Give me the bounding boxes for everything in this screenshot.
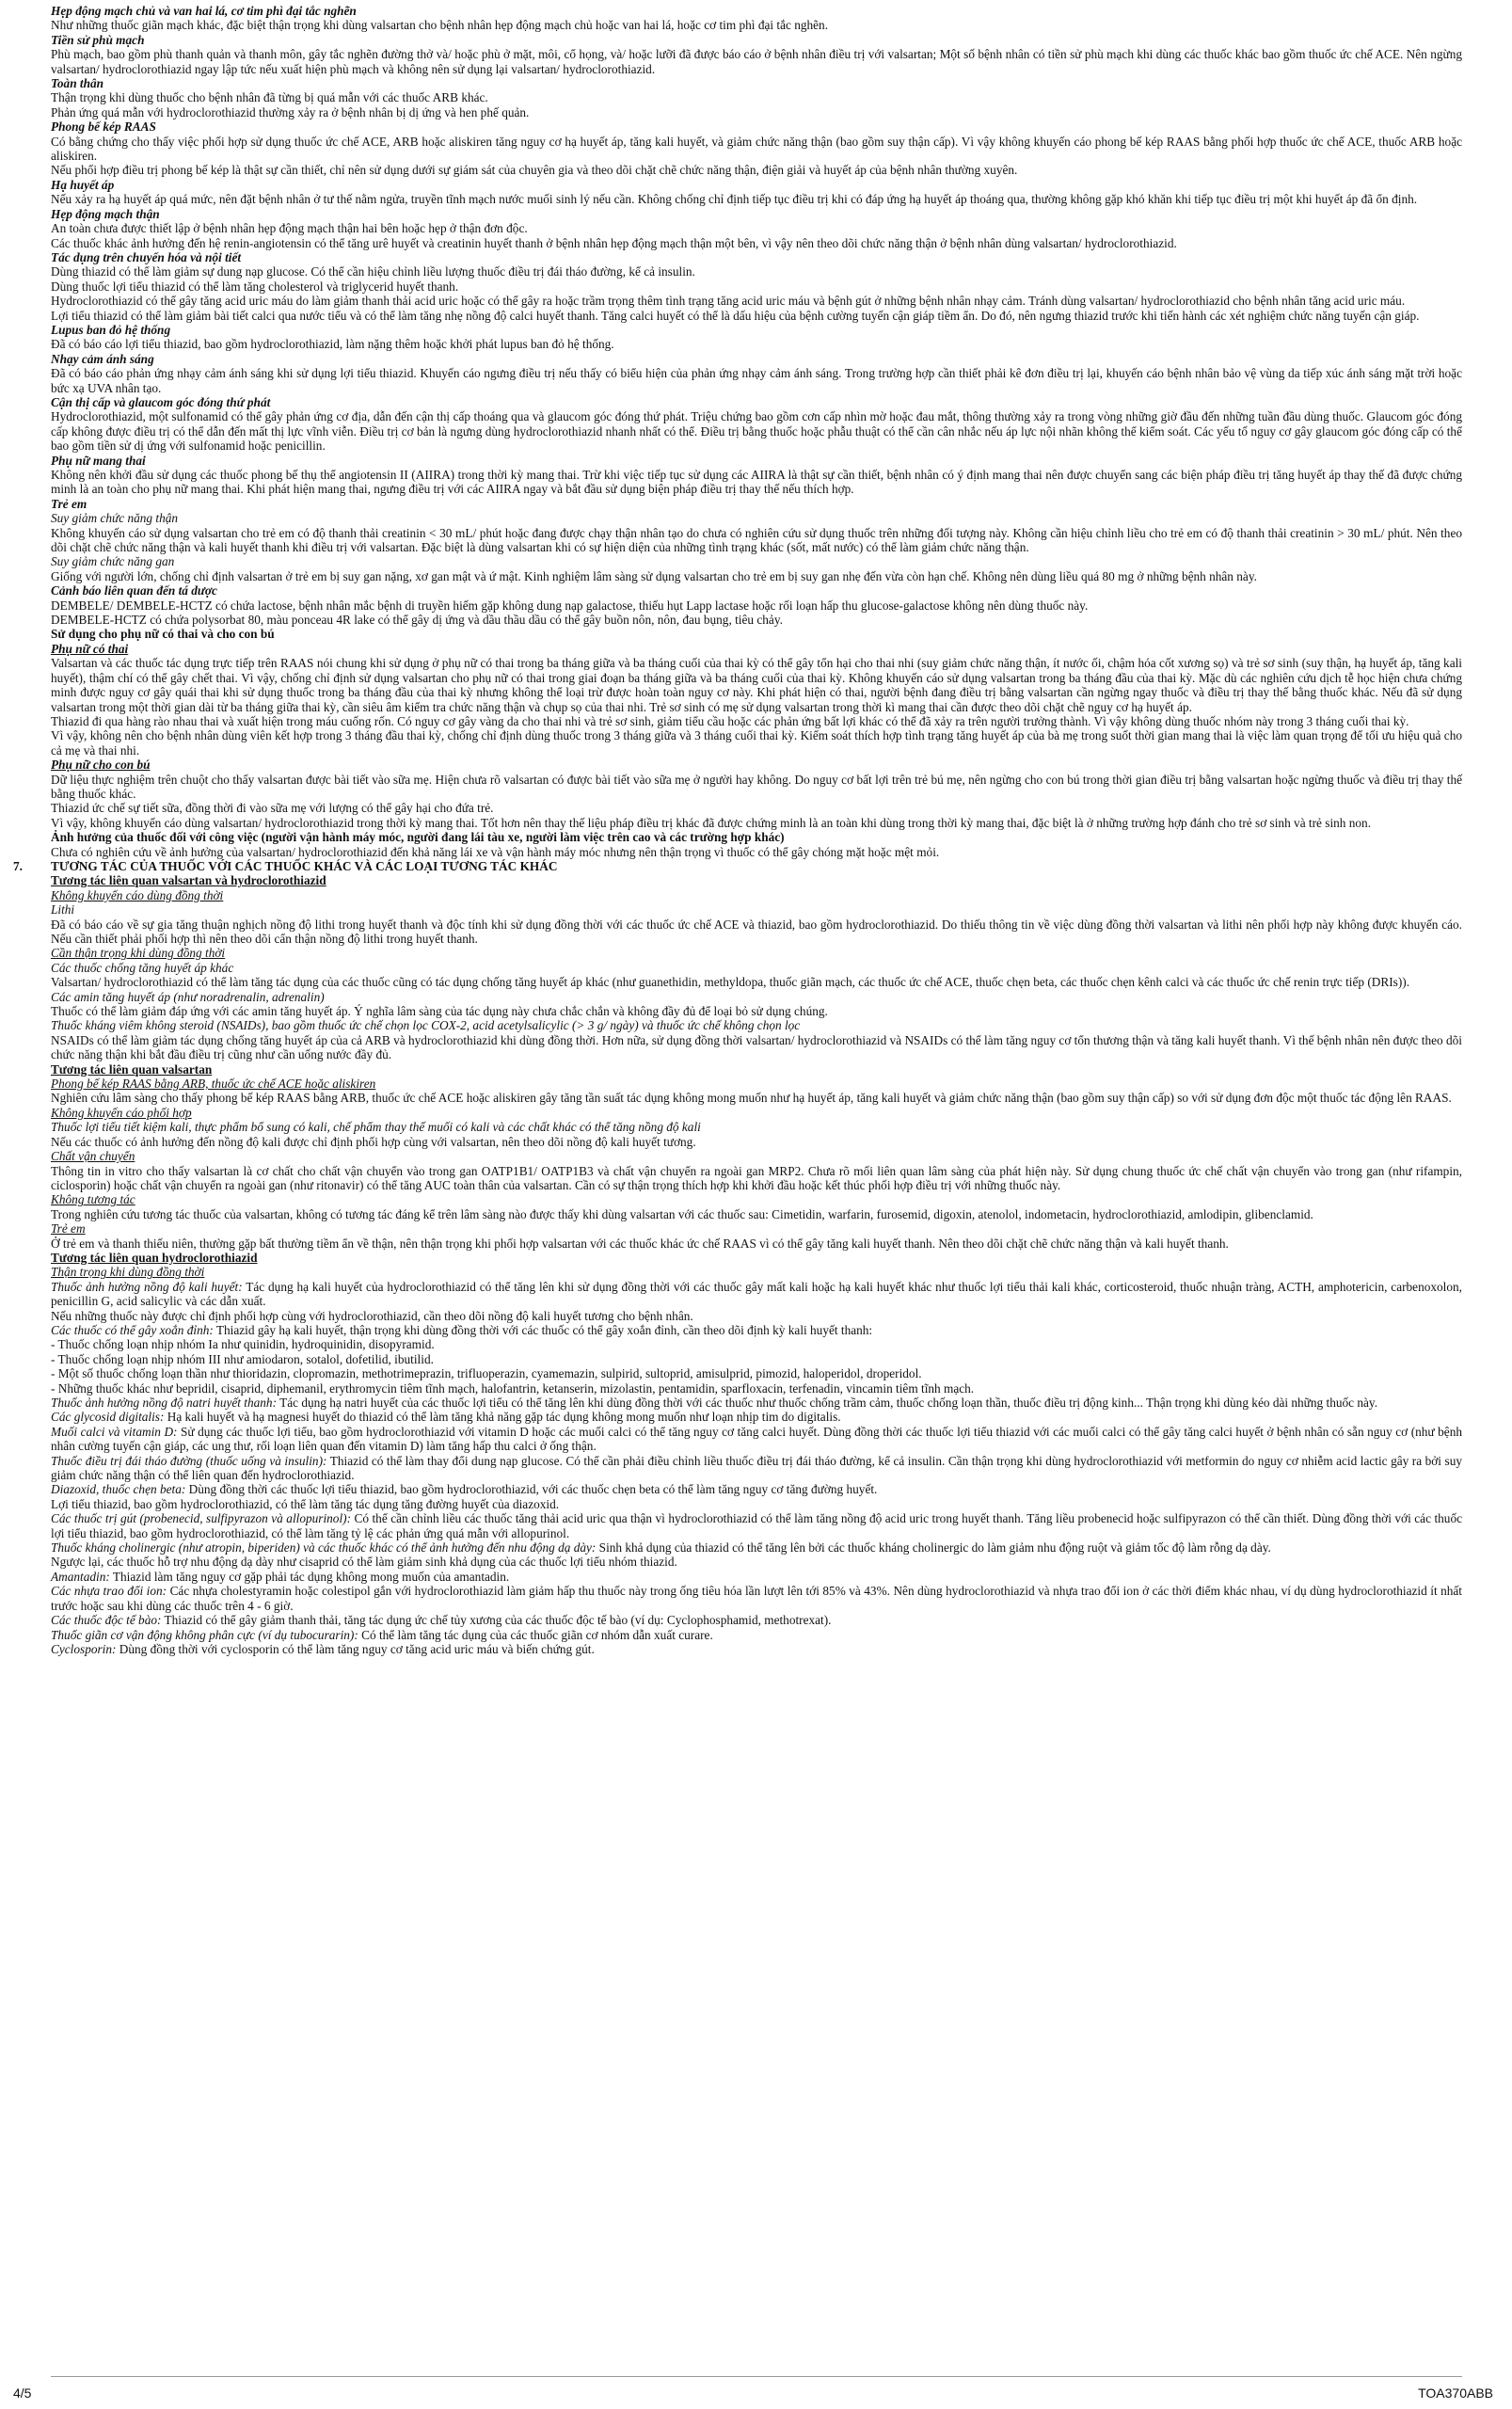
paragraph-lead: Cyclosporin: — [51, 1641, 117, 1656]
section-heading: Hẹp động mạch thận — [51, 206, 160, 221]
list-item: - Một số thuốc chống loạn thần như thioridazin, clopromazin, methotrimeprazin, trifluoperazin, cyamemazin, sulpirid, sultoprid, amisulprid, pimozid, haloperidol, droperidol. — [51, 1366, 922, 1381]
subsection-heading: Suy giảm chức năng gan — [51, 554, 175, 569]
paragraph-lead: Thuốc kháng cholinergic (như atropin, biperiden) và các thuốc khác có thể ảnh hưởng đến nhu động dạ dày: — [51, 1540, 597, 1555]
paragraph-lead: Thuốc ảnh hưởng nồng độ natri huyết thanh: — [51, 1396, 278, 1410]
paragraph-text: Tác dụng hạ natri huyết của các thuốc lợi tiểu có thể tăng lên khi dùng đồng thời với các thuốc như thuốc chống trầm cảm, thuốc chống loạn thần, thuốc điều trị động kinh... Thận trọng khi dùng kéo dài những thuốc này. — [277, 1396, 1378, 1410]
paragraph — [51, 1540, 1462, 1555]
paragraph: Không nên khởi đầu sử dụng các thuốc phong bế thụ thể angiotensin II (AIIRA) trong thời kỳ mang thai. Trừ khi việc tiếp tục sử dụng các AIIRA là thật sự cần thiết, bệnh nhân có ý định mang thai nên được chuyển sang các biện pháp điều trị tăng huyết áp thay thế đã được chứng minh là an toàn cho phụ nữ mang thai. Khi phát hiện mang thai, ngưng điều trị với các AIIRA ngay và bắt đầu sử dụng biện pháp điều trị thay thế nếu thích hợp. — [51, 468, 1462, 497]
subsection-heading: Thuốc kháng viêm không steroid (NSAIDs), bao gồm thuốc ức chế chọn lọc COX-2, acid acetylsalicylic (> 3 g/ ngày) và thuốc ức chế không chọn lọc — [51, 1018, 801, 1033]
paragraph: Nếu các thuốc có ảnh hưởng đến nồng độ kali được chỉ định phối hợp cùng với valsartan, nên theo dõi nồng độ kali huyết tương. — [51, 1134, 696, 1149]
paragraph — [51, 1584, 1462, 1613]
subsection-heading: Lithi — [51, 902, 75, 917]
paragraph — [51, 1613, 1462, 1627]
section-title — [13, 858, 1462, 873]
paragraph: Phù mạch, bao gồm phù thanh quản và thanh môn, gây tắc nghẽn đường thở và/ hoặc phù ở mặt, môi, cổ họng, và/ hoặc lưỡi đã được báo cáo ở bệnh nhân điều trị với valsartan; Một số bệnh nhân có tiền sử phù mạch khi dùng các thuốc khác bao gồm thuốc ức chế ACE. Nên ngừng valsartan/ hydroclorothiazid ngay lập tức nếu xuất hiện phù mạch và không nên sử dụng lại valsartan/ hydroclorothiazid. — [51, 47, 1462, 76]
paragraph-lead: Các thuốc độc tế bào: — [51, 1613, 162, 1628]
paragraph — [51, 1570, 1462, 1584]
paragraph: DEMBELE-HCTZ có chứa polysorbat 80, màu ponceau 4R lake có thể gây dị ứng và dầu thầu dầu có thể gây buồn nôn, nôn, đau bụng, tiêu chảy. — [51, 613, 783, 628]
paragraph: Thận trọng khi dùng thuốc cho bệnh nhân đã từng bị quá mẫn với các thuốc ARB khác. — [51, 90, 488, 105]
paragraph — [51, 1280, 1462, 1309]
paragraph: Vì vậy, không nên cho bệnh nhân dùng viên kết hợp trong 3 tháng đầu thai kỳ, chống chỉ định dùng thuốc trong 3 tháng giữa và 3 tháng cuối thai kỳ. Kiểm soát thích hợp tình trạng tăng huyết áp của bà mẹ trong suốt thời gian mang thai là việc làm quan trọng để tối ưu hiệu quả cho cả mẹ và thai nhi. — [51, 728, 1462, 758]
paragraph-lead: Diazoxid, thuốc chẹn beta: — [51, 1482, 186, 1497]
paragraph-lead: Các thuốc có thể gây xoắn đỉnh: — [51, 1322, 214, 1337]
subsection-heading: Các thuốc chống tăng huyết áp khác — [51, 960, 234, 975]
paragraph — [51, 1482, 1462, 1496]
document-code: TOA370ABB — [1418, 2385, 1493, 2401]
paragraph-text: Thiazid có thể làm thay đổi dung nạp glucose. Có thể cần phải điều chỉnh liều thuốc điều trị đái tháo đường, kể cả insulin. Cần thận trọng khi dùng hydroclorothiazid với metformin do nguy cơ nhiễm acid lactic gây ra bởi suy giảm chức năng thận có thể liên quan đến hydroclorothiazid. — [51, 1453, 1462, 1483]
paragraph: Các thuốc khác ảnh hưởng đến hệ renin-angiotensin có thể tăng urê huyết và creatinin huyết thanh ở bệnh nhân hẹp động mạch thận một bên, vì vậy nên theo dõi chức năng thận ở bệnh nhân dùng valsartan/ hydroclorothiazid. — [51, 235, 1177, 250]
paragraph-text: Các nhựa cholestyramin hoặc colestipol gắn với hydroclorothiazid làm giảm hấp thu thuốc này trong ống tiêu hóa lần lượt lên tới 85% và 43%. Nên dùng hydroclorothiazid và nhựa trao đổi ion ở các thời điểm khác nhau, ví dụ dùng hydroclorothiazid ít nhất trước hoặc sau khi dùng các thuốc trên 4 - 6 giờ. — [51, 1584, 1462, 1613]
paragraph-lead: Các nhựa trao đổi ion: — [51, 1584, 167, 1599]
paragraph-lead: Thuốc ảnh hưởng nồng độ kali huyết: — [51, 1279, 243, 1294]
paragraph: Dữ liệu thực nghiệm trên chuột cho thấy valsartan được bài tiết vào sữa mẹ. Hiện chưa rõ valsartan có được bài tiết vào sữa mẹ ở người hay không. Do nguy cơ bất lợi trên trẻ bú mẹ, nên ngừng cho con bú trong thời gian điều trị bằng valsartan hoặc ngừng thuốc và điều trị thay thế bằng thuốc khác. — [51, 772, 1462, 801]
section-heading: Tiền sử phù mạch — [51, 32, 145, 47]
subsection-heading: Thận trọng khi dùng đồng thời — [51, 1265, 205, 1280]
subsection-heading: Trẻ em — [51, 1221, 86, 1236]
paragraph — [51, 1396, 1462, 1410]
paragraph-text: Tác dụng hạ kali huyết của hydroclorothiazid có thể tăng lên khi sử dụng đồng thời với các thuốc gây mất kali hoặc hạ kali huyết khác như thuốc lợi tiểu thải kali khác, corticosteroid, thuốc nhuận tràng, ACTH, amphotericin, carbenoxolon, penicillin G, acid salicylic và các dẫn xuất. — [51, 1279, 1462, 1309]
subsection-heading: Phong bế kép RAAS bằng ARB, thuốc ức chế ACE hoặc aliskiren — [51, 1077, 376, 1092]
paragraph: Lợi tiểu thiazid, bao gồm hydroclorothiazid, có thể làm tăng tác dụng tăng đường huyết của diazoxid. — [51, 1496, 560, 1511]
section-heading: Nhạy cảm ánh sáng — [51, 351, 154, 366]
subsection-heading: Thuốc lợi tiểu tiết kiệm kali, thực phẩm bổ sung có kali, chế phẩm thay thế muối có kali và các chất khác có thể tăng nồng độ kali — [51, 1120, 701, 1135]
paragraph — [51, 1425, 1462, 1454]
paragraph — [51, 1410, 1462, 1424]
paragraph — [51, 1628, 1462, 1642]
paragraph: Hydroclorothiazid, một sulfonamid có thể gây phản ứng cơ địa, dẫn đến cận thị cấp thoáng qua và glaucom góc đóng thứ phát. Triệu chứng bao gồm cơn cấp nhìn mờ hoặc đau mắt, thông thường xảy ra trong vòng những giờ đầu đến những tuần đầu dùng thuốc. Glaucom góc đóng cấp không được điều trị có thể dẫn đến mất thị lực vĩnh viễn. Điều trị cơ bản là ngưng dùng hydroclorothiazid nhanh nhất có thể. Điều trị bằng thuốc hoặc phẫu thuật có thể cần cân nhắc nếu áp lực nội nhãn không thể kiểm soát. Các yếu tố nguy cơ gây glaucom góc đóng cấp có thể bao gồm tiền sử dị ứng với sulfonamid hoặc penicillin. — [51, 409, 1462, 454]
paragraph-lead: Các glycosid digitalis: — [51, 1410, 165, 1425]
paragraph: Ở trẻ em và thanh thiếu niên, thường gặp bất thường tiềm ẩn về thận, nên thận trọng khi phối hợp valsartan với các thuốc khác ức chế RAAS vì có thể gây tăng kali huyết thanh. Nên theo dõi chặt chẽ chức năng thận và kali huyết thanh. — [51, 1236, 1229, 1251]
paragraph: DEMBELE/ DEMBELE-HCTZ có chứa lactose, bệnh nhân mắc bệnh di truyền hiếm gặp không dung nạp galactose, thiếu hụt Lapp lactase hoặc rối loạn hấp thu glucose-galactose không nên dùng thuốc này. — [51, 598, 1089, 613]
subsection-heading: Suy giảm chức năng thận — [51, 511, 179, 526]
paragraph-lead: Amantadin: — [51, 1569, 110, 1584]
paragraph-text: Sinh khả dụng của thiazid có thể tăng lên bởi các thuốc kháng cholinergic do làm giảm nhu động ruột và giảm tốc độ làm rỗng dạ dày. — [596, 1540, 1271, 1555]
paragraph — [51, 1511, 1462, 1540]
subsection-heading: Chất vận chuyển — [51, 1149, 135, 1164]
paragraph-text: Thiazid có thể gây giảm thanh thải, tăng tác dụng ức chế tủy xương của các thuốc độc tế bào (ví dụ: Cyclophosphamid, methotrexat). — [161, 1613, 832, 1628]
paragraph: Nghiên cứu lâm sàng cho thấy phong bế kép RAAS bằng ARB, thuốc ức chế ACE hoặc aliskiren gây tăng tần suất tác dụng không mong muốn như hạ huyết áp, tăng kali huyết và giảm chức năng thận (bao gồm suy thận cấp) so với sử dụng đơn độc một thuốc tác động lên RAAS. — [51, 1091, 1452, 1106]
section-heading: Lupus ban đỏ hệ thống — [51, 322, 171, 337]
paragraph-lead: Thuốc điều trị đái tháo đường (thuốc uống và insulin): — [51, 1453, 327, 1468]
paragraph: Đã có báo cáo lợi tiểu thiazid, bao gồm hydroclorothiazid, làm nặng thêm hoặc khởi phát lupus ban đỏ hệ thống. — [51, 337, 614, 352]
paragraph-lead: Thuốc giãn cơ vận động không phân cực (ví dụ tubocurarin): — [51, 1627, 358, 1642]
paragraph-text: Hạ kali huyết và hạ magnesi huyết do thiazid có thể làm tăng khả năng gặp tác dụng không mong muốn như loạn nhịp tim do digitalis. — [164, 1410, 841, 1425]
page-number: 4/5 — [13, 2385, 32, 2401]
paragraph-text: Sử dụng các thuốc lợi tiểu, bao gồm hydroclorothiazid với vitamin D hoặc các muối calci có thể tăng nguy cơ tăng calci huyết. Dùng đồng thời các thuốc lợi tiểu thiazid với các muối calci có thể gây tăng calci huyết ở bệnh nhân có sẵn nguy cơ (như bệnh nhân cường tuyến cận giáp, các ung thư, rối loạn liên quan đến vitamin D) làm tăng hấp thu calci ở ống thận. — [51, 1424, 1463, 1454]
paragraph: Chưa có nghiên cứu về ảnh hưởng của valsartan/ hydroclorothiazid đến khả năng lái xe và vận hành máy móc nhưng nên thận trọng vì thuốc có thể gây chóng mặt hoặc mệt mỏi. — [51, 844, 940, 859]
section-heading: Phụ nữ cho con bú — [51, 758, 151, 773]
paragraph: Valsartan và các thuốc tác dụng trực tiếp trên RAAS nói chung khi sử dụng ở phụ nữ có thai trong ba tháng giữa và ba tháng cuối của thai kỳ có thể gây tổn hại cho thai nhi (suy giảm chức năng thận, ít nước ối, chậm hóa cốt xương sọ) và trẻ sơ sinh (suy thận, hạ huyết áp, tăng kali huyết), thậm chí có thể gây chết thai. Vì vậy, chống chỉ định sử dụng valsartan cho phụ nữ có thai trong giai đoạn ba tháng giữa và ba tháng cuối của thai kỳ. Không khuyến cáo sử dụng valsartan trong ba tháng đầu của thai kỳ. Mặc dù các nghiên cứu dịch tễ học hiện chưa chứng minh được nguy cơ gây quái thai khi sử dụng thuốc trong ba tháng đầu của thai kỳ nhưng không thể loại trừ được hoàn toàn nguy cơ này. Khi phát hiện có thai, người bệnh đang điều trị bằng valsartan cần ngừng ngay thuốc và điều trị thay thế bằng thuốc khác. Nếu đã sử dụng valsartan trong một thời gian dài từ ba tháng giữa thai kỳ, cần siêu âm kiểm tra chức năng thận và chụp sọ của thai nhi. Trẻ sơ sinh có mẹ sử dụng valsartan trong thời kì mang thai cần được theo dõi chặt chẽ nguy cơ hạ huyết áp. — [51, 656, 1462, 714]
paragraph: Có bằng chứng cho thấy việc phối hợp sử dụng thuốc ức chế ACE, ARB hoặc aliskiren tăng nguy cơ hạ huyết áp, tăng kali huyết, và giảm chức năng thận (bao gồm suy thận cấp). Vì vậy không khuyến cáo phong bế kép RAAS bằng phối hợp thuốc ức chế ACE, thuốc ARB hoặc aliskiren. — [51, 134, 1462, 164]
paragraph: Thông tin in vitro cho thấy valsartan là cơ chất cho chất vận chuyển vào trong gan OATP1B1/ OATP1B3 và chất vận chuyển ra ngoài gan MRP2. Chưa rõ mối liên quan lâm sàng của phát hiện này. Sử dụng chung thuốc ức chế chất vận chuyển vào trong gan (như rifampin, ciclosporin) hoặc chất vận chuyển ra ngoài gan (như ritonavir) có thể tăng AUC toàn thân của valsartan. Cần có sự thận trọng thích hợp khi khởi đầu hoặc kết thúc phối hợp điều trị với những thuốc này. — [51, 1163, 1462, 1192]
section-heading: Hẹp động mạch chủ và van hai lá, cơ tim phì đại tắc nghẽn — [51, 4, 357, 18]
paragraph: Ngược lại, các thuốc hỗ trợ nhu động dạ dày như cisaprid có thể làm giảm sinh khả dụng của các thuốc lợi tiểu nhóm thiazid. — [51, 1555, 677, 1570]
paragraph: Nếu xảy ra hạ huyết áp quá mức, nên đặt bệnh nhân ở tư thế nằm ngửa, truyền tĩnh mạch nước muối sinh lý nếu cần. Không chống chỉ định tiếp tục điều trị khi có đáp ứng hạ huyết áp thoáng qua, thường không gặp khó khăn khi tiếp tục điều trị một khi huyết áp đã ổn định. — [51, 192, 1418, 207]
paragraph: Hydroclorothiazid có thể gây tăng acid uric máu do làm giảm thanh thải acid uric hoặc có thể gây ra hoặc trầm trọng thêm tình trạng tăng acid uric máu và bệnh gút ở những bệnh nhân nhạy cảm. Tránh dùng valsartan/ hydroclorothiazid cho bệnh nhân tăng acid uric máu. — [51, 294, 1406, 309]
subsection-heading: Các amin tăng huyết áp (như noradrenalin, adrenalin) — [51, 989, 325, 1004]
subsection-heading: Không khuyến cáo dùng đồng thời — [51, 887, 224, 902]
list-item: - Những thuốc khác như bepridil, cisaprid, diphemanil, erythromycin tiêm tĩnh mạch, halofantrin, ketanserin, mizolastin, pentamidin, sparfloxacin, terfenadin, vincamin tiêm tĩnh mạch. — [51, 1380, 975, 1396]
paragraph: Dùng thuốc lợi tiểu thiazid có thể làm tăng cholesterol và triglycerid huyết thanh. — [51, 279, 459, 294]
paragraph: Giống với người lớn, chống chỉ định valsartan ở trẻ em bị suy gan nặng, xơ gan mật và ứ mật. Kinh nghiệm lâm sàng sử dụng valsartan cho trẻ em bị suy gan nhẹ đến vừa còn hạn chế. Không nên dùng liều quá 80 mg ở những bệnh nhân này. — [51, 568, 1257, 583]
subsection-heading: Tương tác liên quan valsartan và hydroclorothiazid — [51, 873, 326, 888]
subsection-heading: Không tương tác — [51, 1192, 135, 1207]
paragraph: Lợi tiểu thiazid có thể làm giảm bài tiết calci qua nước tiểu và có thể làm tăng nhẹ nồng độ calci huyết thanh. Tăng calci huyết có thể là dấu hiệu của bệnh cường tuyến cận giáp tiềm ẩn. Do đó, nên ngưng thiazid trước khi tiến hành các xét nghiệm chức năng tuyến cận giáp. — [51, 308, 1420, 323]
paragraph: Đã có báo cáo phản ứng nhạy cảm ánh sáng khi sử dụng lợi tiểu thiazid. Khuyến cáo ngưng điều trị nếu thấy có biểu hiện của phản ứng nhạy cảm ánh sáng. Trong trường hợp cần thiết phải kê đơn điều trị lại, khuyến cáo bệnh nhân bảo vệ vùng da tiếp xúc ánh sáng mặt trời hoặc bức xạ UVA nhân tạo. — [51, 366, 1462, 395]
paragraph-text: Có thể cần chỉnh liều các thuốc tăng thải acid uric qua thận vì hydroclorothiazid có thể làm tăng nồng độ acid uric trong huyết thanh. Tăng liều probenecid hoặc sulfipyrazon có thể cần thiết. Dùng đồng thời với các thuốc lợi tiểu thiazid, bao gồm hydroclorothiazid, có thể làm tăng tỷ lệ các phản ứng quá mẫn với allopurinol. — [51, 1511, 1462, 1540]
section-heading: Hạ huyết áp — [51, 177, 115, 192]
paragraph — [51, 1642, 1462, 1656]
paragraph: Nếu phối hợp điều trị phong bế kép là thật sự cần thiết, chỉ nên sử dụng dưới sự giám sát của chuyên gia và theo dõi chặt chẽ chức năng thận, điện giải và huyết áp của bệnh nhân thường xuyên. — [51, 163, 1018, 178]
subsection-heading: Không khuyến cáo phối hợp — [51, 1105, 192, 1120]
paragraph: Dùng thiazid có thể làm giảm sự dung nạp glucose. Có thể cần hiệu chỉnh liều lượng thuốc điều trị đái tháo đường, kể cả insulin. — [51, 264, 695, 279]
section-heading: Tác dụng trên chuyển hóa và nội tiết — [51, 249, 242, 264]
paragraph-text: Thiazid làm tăng nguy cơ gặp phải tác dụng không mong muốn của amantadin. — [109, 1569, 510, 1584]
paragraph: Trong nghiên cứu tương tác thuốc của valsartan, không có tương tác đáng kể trên lâm sàng nào được thấy khi dùng valsartan với các thuốc sau: Cimetidin, warfarin, furosemid, digoxin, atenolol, indometacin, hydroclorothiazid, amlodipin, glibenclamid. — [51, 1206, 1313, 1221]
section-heading: Phụ nữ mang thai — [51, 453, 146, 468]
document-body — [13, 4, 1463, 1656]
list-item: - Thuốc chống loạn nhịp nhóm Ia như quinidin, hydroquinidin, disopyramid. — [51, 1337, 435, 1352]
paragraph — [51, 1323, 1462, 1337]
paragraph: Valsartan/ hydroclorothiazid có thể làm tăng tác dụng của các thuốc cũng có tác dụng chống tăng huyết áp khác (như guanethidin, methyldopa, thuốc giãn mạch, các thuốc ức chế ACE, thuốc chẹn beta, các thuốc chẹn kênh calci và các thuốc ức chế renin trực tiếp (DRIs)). — [51, 975, 1410, 990]
section-heading: Phụ nữ có thai — [51, 641, 129, 656]
paragraph-text: Thiazid gây hạ kali huyết, thận trọng khi dùng đồng thời với các thuốc có thể gây xoắn đỉnh, cần theo dõi định kỳ kali huyết thanh: — [213, 1322, 873, 1337]
paragraph: Đã có báo cáo về sự gia tăng thuận nghịch nồng độ lithi trong huyết thanh và độc tính khi sử dụng đồng thời với các thuốc ức chế ACE và thiazid, bao gồm hydroclorothiazid. Do thiếu thông tin về việc dùng đồng thời valsartan và lithi nên phối hợp này không được khuyến cáo. Nếu cần thiết phải phối hợp thì nên theo dõi cẩn thận nồng độ lithi trong huyết thanh. — [51, 917, 1462, 946]
subsection-heading: Tương tác liên quan hydroclorothiazid — [51, 1250, 258, 1265]
paragraph-text: Có thể làm tăng tác dụng của các thuốc giãn cơ nhóm dẫn xuất curare. — [358, 1627, 713, 1642]
section-heading: Ảnh hưởng của thuốc đối với công việc (người vận hành máy móc, người đang lái tàu xe, người làm việc trên cao và các trường hợp khác) — [51, 830, 785, 845]
paragraph-lead: Các thuốc trị gút (probenecid, sulfipyrazon và allopurinol): — [51, 1511, 351, 1526]
paragraph: Thuốc có thể làm giảm đáp ứng với các amin tăng huyết áp. Ý nghĩa lâm sàng của tác dụng này chưa chắc chắn và không đầy đủ để loại bỏ sử dụng chúng. — [51, 1004, 828, 1019]
paragraph: Phản ứng quá mẫn với hydroclorothiazid thường xảy ra ở bệnh nhân bị dị ứng và hen phế quản. — [51, 104, 530, 120]
paragraph: Thiazid ức chế sự tiết sữa, đồng thời đi vào sữa mẹ với lượng có thể gây hại cho đứa trẻ. — [51, 801, 494, 816]
paragraph-lead: Muối calci và vitamin D: — [51, 1424, 178, 1439]
section-heading: Phong bế kép RAAS — [51, 120, 156, 135]
paragraph-text: Dùng đồng thời các thuốc lợi tiểu thiazid, bao gồm hydroclorothiazid, với các thuốc chẹn beta có thể làm tăng nguy cơ tăng đường huyết. — [185, 1482, 878, 1497]
paragraph: NSAIDs có thể làm giảm tác dụng chống tăng huyết áp của cả ARB và hydroclorothiazid khi dùng đồng thời. Hơn nữa, sử dụng đồng thời valsartan/ hydroclorothiazid và NSAIDs có thể làm tăng nguy cơ tổn thương thận và tăng kali huyết thanh. Vì thế bệnh nhân nên được theo dõi chức năng thận khi bắt đầu điều trị cũng như cần uống nước đầy đủ. — [51, 1032, 1462, 1062]
paragraph — [51, 1454, 1462, 1483]
section-heading: Cảnh báo liên quan đến tá dược — [51, 583, 217, 598]
paragraph: Như những thuốc giãn mạch khác, đặc biệt thận trọng khi dùng valsartan cho bệnh nhân hẹp động mạch chủ hoặc van hai lá, hoặc cơ tim phì đại tắc nghẽn. — [51, 18, 829, 33]
section-heading: Trẻ em — [51, 496, 88, 511]
paragraph: Không khuyến cáo sử dụng valsartan cho trẻ em có độ thanh thải creatinin < 30 mL/ phút hoặc đang được chạy thận nhân tạo do chưa có nghiên cứu sử dụng thuốc trên những đối tượng này. Không cần hiệu chỉnh liều cho trẻ em có độ thanh thải creatinin > 30 mL/ phút. Nên theo dõi chặt chẽ chức năng thận và kali huyết thanh khi điều trị với valsartan. Đặc biệt là dùng valsartan khi có sự hiện diện của những tình trạng khác (sốt, mất nước) có thể làm giảm chức năng thận. — [51, 525, 1462, 555]
paragraph-text: Dùng đồng thời với cyclosporin có thể làm tăng nguy cơ tăng acid uric máu và biến chứng gút. — [116, 1641, 595, 1656]
subsection-heading: Cần thận trọng khi dùng đồng thời — [51, 946, 226, 961]
section-number: 7. — [13, 858, 23, 873]
subsection-heading: Tương tác liên quan valsartan — [51, 1061, 213, 1077]
list-item: - Thuốc chống loạn nhịp nhóm III như amiodaron, sotalol, dofetilid, ibutilid. — [51, 1351, 434, 1366]
section-heading: Cận thị cấp và glaucom góc đóng thứ phát — [51, 394, 271, 409]
footer-divider — [51, 2376, 1462, 2377]
paragraph: An toàn chưa được thiết lập ở bệnh nhân hẹp động mạch thận hai bên hoặc hẹp ở thận đơn độc. — [51, 221, 528, 236]
paragraph: Thiazid đi qua hàng rào nhau thai và xuất hiện trong máu cuống rốn. Có nguy cơ gây vàng da cho thai nhi và trẻ sơ sinh, giảm tiểu cầu hoặc các phản ứng bất lợi khác có thể đã xảy ra trên người trưởng thành. Vì vậy không dùng thuốc nhóm này trong 3 tháng cuối thai kỳ. — [51, 713, 1409, 728]
section-heading: Toàn thân — [51, 76, 104, 91]
paragraph: Vì vậy, không khuyến cáo dùng valsartan/ hydroclorothiazid trong thời kỳ mang thai. Tốt hơn nên thay thế liệu pháp điều trị khác đã được chứng minh là an toàn khi dùng trong thời kỳ mang thai, đặc biệt là ở những trường hợp đánh cho trẻ sơ sinh và trẻ sinh non. — [51, 815, 1372, 830]
section-title-text: TƯƠNG TÁC CỦA THUỐC VỚI CÁC THUỐC KHÁC VÀ CÁC LOẠI TƯƠNG TÁC KHÁC — [51, 858, 558, 873]
section-heading: Sử dụng cho phụ nữ có thai và cho con bú — [51, 627, 275, 642]
paragraph: Nếu những thuốc này được chỉ định phối hợp cùng với hydroclorothiazid, cần theo dõi nồng độ kali huyết tương cho bệnh nhân. — [51, 1308, 693, 1323]
